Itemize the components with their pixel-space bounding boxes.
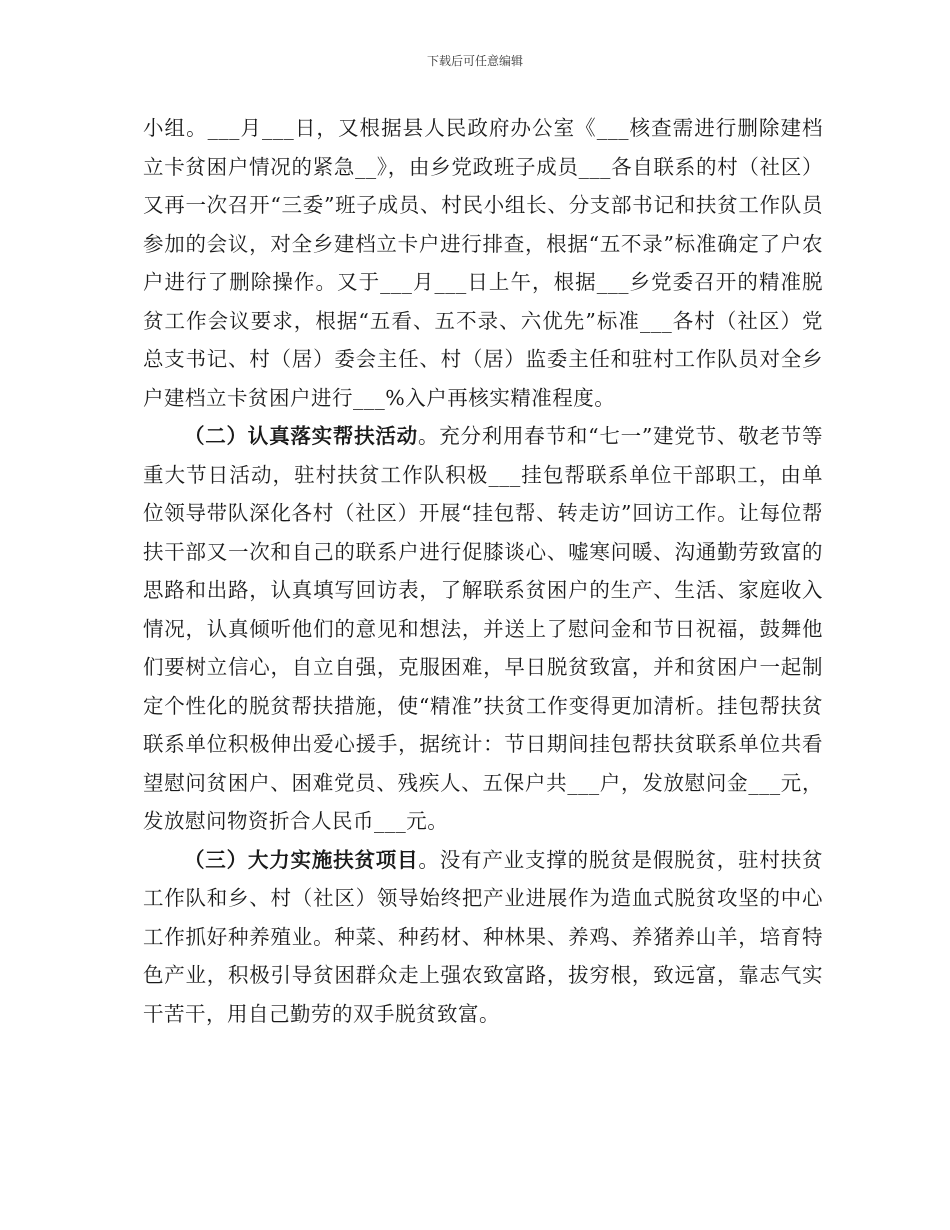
paragraph-section-3 bbox=[143, 841, 823, 1034]
paragraph-text: 小组。___月___日，又根据县人民政府办公室《___核查需进行删除建档立卡贫困户情况的紧急__》，由乡党政班子成员___各自联系的村（社区）又再一次召开“三委”班子成员、村民小组长、分支部书记和扶贫工作队员参加的会议，对全乡建档立卡户进行排查，根据“五不录”标准确定了户农户进行了删除操作。又于___月___日上午，根据___乡党委召开的精准脱贫工作会议要求，根据“五看、五不录、六优先”标准___各村（社区）党总支书记、村（居）委会主任、村（居）监委主任和驻村工作队员对全乡户建档立卡贫困户进行___%入户再核实精准程度。 bbox=[143, 116, 823, 410]
paragraph-text: 。充分利用春节和“七一”建党节、敬老节等重大节日活动，驻村扶贫工作队积极___挂包帮联系单位干部职工，由单位领导带队深化各村（社区）开展“挂包帮、转走访”回访工作。让每位帮扶干部又一次和自己的联系户进行促膝谈心、嘘寒问暖、沟通勤劳致富的思路和出路，认真填写回访表，了解联系贫困户的生产、生活、家庭收入情况，认真倾听他们的意见和想法，并送上了慰问金和节日祝福，鼓舞他们要树立信心，自立自强，克服困难，早日脱贫致富，并和贫困户一起制定个性化的脱贫帮扶措施，使“精准”扶贫工作变得更加清析。挂包帮扶贫联系单位积极伸出爱心援手，据统计：节日期间挂包帮扶贫联系单位共看望慰问贫困户、困难党员、残疾人、五保户共___户，发放慰问金___元，发放慰问物资折合人民币___元。 bbox=[143, 424, 823, 833]
section-heading: （二）认真落实帮扶活动 bbox=[184, 424, 418, 448]
document-body bbox=[143, 109, 823, 1033]
paragraph-section-2 bbox=[143, 417, 823, 841]
paragraph-continuation bbox=[143, 109, 823, 417]
page-header: 下载后可任意编辑 bbox=[426, 54, 523, 68]
paragraph-text: 。没有产业支撑的脱贫是假脱贫，驻村扶贫工作队和乡、村（社区）领导始终把产业进展作为造血式脱贫攻坚的中心工作抓好种养殖业。种菜、种药材、种林果、养鸡、养猪养山羊，培育特色产业，积极引导贫困群众走上强农致富路，拔穷根，致远富，靠志气实干苦干，用自己勤劳的双手脱贫致富。 bbox=[143, 847, 824, 1026]
section-heading: （三）大力实施扶贫项目 bbox=[184, 847, 419, 872]
